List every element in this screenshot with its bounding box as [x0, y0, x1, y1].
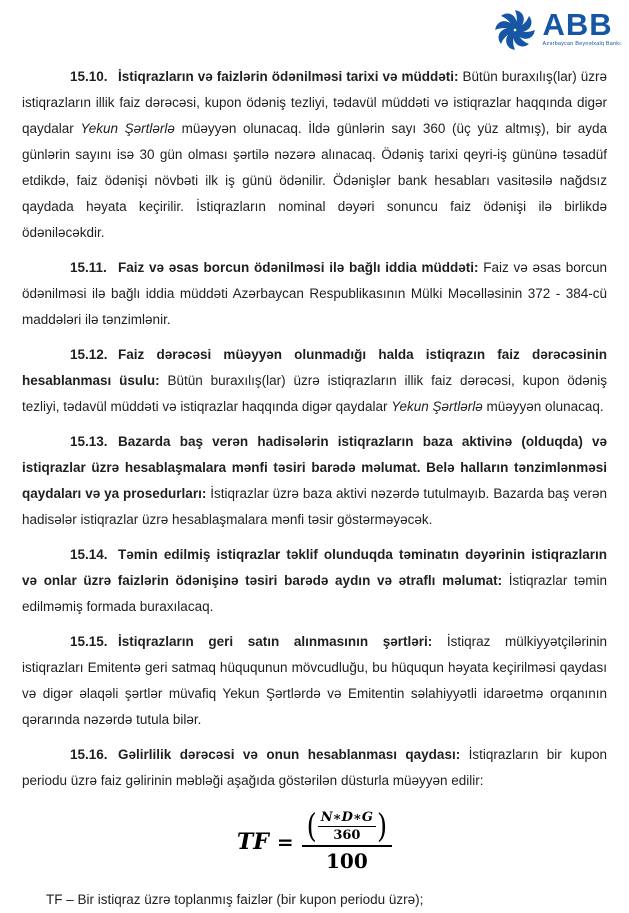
formula-equals: =: [276, 829, 294, 854]
section-number: 15.16.: [70, 747, 108, 762]
section-15-14: [22, 542, 607, 620]
section-body: müəyyən olunacaq.: [482, 399, 604, 414]
section-15-15: [22, 629, 607, 733]
section-title: Faiz dərəcəsi müəyyən olunmadığı halda istiqrazın faiz dərəcəsinin hesablanması üsulu:: [22, 347, 607, 388]
section-body-italic: Yekun Şərtlərlə: [80, 121, 175, 136]
section-number: 15.11.: [70, 260, 107, 275]
formula-lhs: TF: [236, 828, 269, 855]
section-title: Təmin edilmiş istiqrazlar təklif olunduqda təminatın dəyərinin istiqrazların və onlar üzrə faizlərin ödənişinə təsiri barədə aydın və ətraflı məlumat:: [22, 547, 607, 588]
tf-formula: [22, 807, 607, 873]
section-15-16: [22, 742, 607, 794]
section-body: İstiqrazlar üzrə baza aktivi nəzərdə tutulmayıb. Bazarda baş verən hadisələr istiqrazlar üzrə hesablaşmalara mənfi təsir göstərməyəcək.: [22, 486, 607, 527]
formula-inner-denominator: 360: [333, 828, 361, 843]
section-title: Gəlirlilik dərəcəsi və onun hesablanması qaydası:: [118, 747, 461, 762]
section-15-10: [22, 64, 607, 246]
section-15-13: [22, 429, 607, 533]
section-body: İstiqrazlar təmin edilməmiş formada buraxılacaq.: [22, 573, 607, 614]
section-title: İstiqrazların geri satın alınmasının şərtləri:: [118, 634, 433, 649]
section-body: Bütün buraxılış(lar) üzrə istiqrazların illik faiz dərəcəsi, kupon ödəniş tezliyi, tədavül müddəti və istiqrazlar haqqında digər qaydalar: [22, 69, 608, 136]
section-number: 15.15.: [70, 634, 108, 649]
abb-pinwheel-icon: [489, 4, 541, 56]
formula-open-paren: (: [306, 807, 317, 846]
bank-logo-name: ABB: [542, 7, 613, 42]
formula-outer-fraction: [302, 807, 393, 873]
section-body: Bütün buraxılış(lar) üzrə istiqrazların illik faiz dərəcəsi, kupon ödəniş tezliyi, tədavül müddəti və istiqrazlar haqqında digər qaydalar: [22, 373, 607, 414]
bank-logo: [489, 4, 621, 56]
section-number: 15.13.: [70, 434, 108, 449]
section-body-italic: Yekun Şərtlərlə: [391, 399, 483, 414]
section-title: Bazarda baş verən hadisələrin istiqrazların baza aktivinə (olduqda) və istiqrazlar üzrə hesablaşmalara mənfi təsiri barədə məlumat. Belə halların tənzimlənməsi qaydaları və ya prosedurları:: [22, 434, 607, 501]
formula-legend-tf: TF – Bir istiqraz üzrə toplanmış faizlər (bir kupon periodu üzrə);: [46, 892, 424, 907]
formula-outer-denominator: 100: [326, 849, 368, 873]
section-body: Faiz və əsas borcun ödənilməsi ilə bağlı iddia müddəti Azərbaycan Respublikasının Mülki Məcəlləsinin 372 - 384-cü maddələri ilə tənzimlənir.: [22, 260, 607, 327]
section-body: İstiqrazların bir kupon periodu üzrə faiz gəlirinin məbləği aşağıda göstərilən düsturla müəyyən edilir:: [22, 747, 608, 788]
section-number: 15.10.: [70, 69, 108, 84]
bank-logo-tagline: Azərbaycan Beynəlxalq Bankı: [542, 41, 621, 47]
formula-close-paren: ): [377, 807, 388, 846]
section-title: Faiz və əsas borcun ödənilməsi ilə bağlı iddia müddəti:: [118, 260, 479, 275]
formula-inner-numerator: N∗D∗G: [318, 810, 376, 827]
section-body: müəyyən olunacaq. İldə günlərin sayı 360 (üç yüz altmış), bir ayda günlərin sayını isə 30 gün olması şərtilə nəzərə alınacaq. Ödəniş tarixi qeyri-iş gününə təsadüf etdikdə, faiz ödənişi növbəti ilk iş günü ödənilir. Ödənişlər bank hesabları vasitəsilə nağdsız qaydada həyata keçirilir. İstiqrazların nominal dəyəri sonuncu faiz ödənişi ilə birlikdə ödəniləcəkdir.: [22, 121, 607, 240]
section-15-11: [22, 255, 607, 333]
section-body: İstiqraz mülkiyyətçilərinin istiqrazları Emitentə geri satmaq hüququnun mövcudluğu, bu hüququn həyata keçirilməsi qaydası və digər əlaqəli şərtlər müvafiq Yekun Şərtlərdə və Emitentin səlahiyyətli idarəetmə orqanının qərarında nəzərdə tutula bilər.: [22, 634, 607, 727]
document-body: [22, 64, 607, 913]
section-15-12: [22, 342, 607, 420]
section-number: 15.12.: [70, 347, 108, 362]
formula-inner-fraction: [318, 810, 376, 843]
section-title: İstiqrazların və faizlərin ödənilməsi tarixi və müddəti:: [118, 69, 459, 84]
section-number: 15.14.: [70, 547, 108, 562]
